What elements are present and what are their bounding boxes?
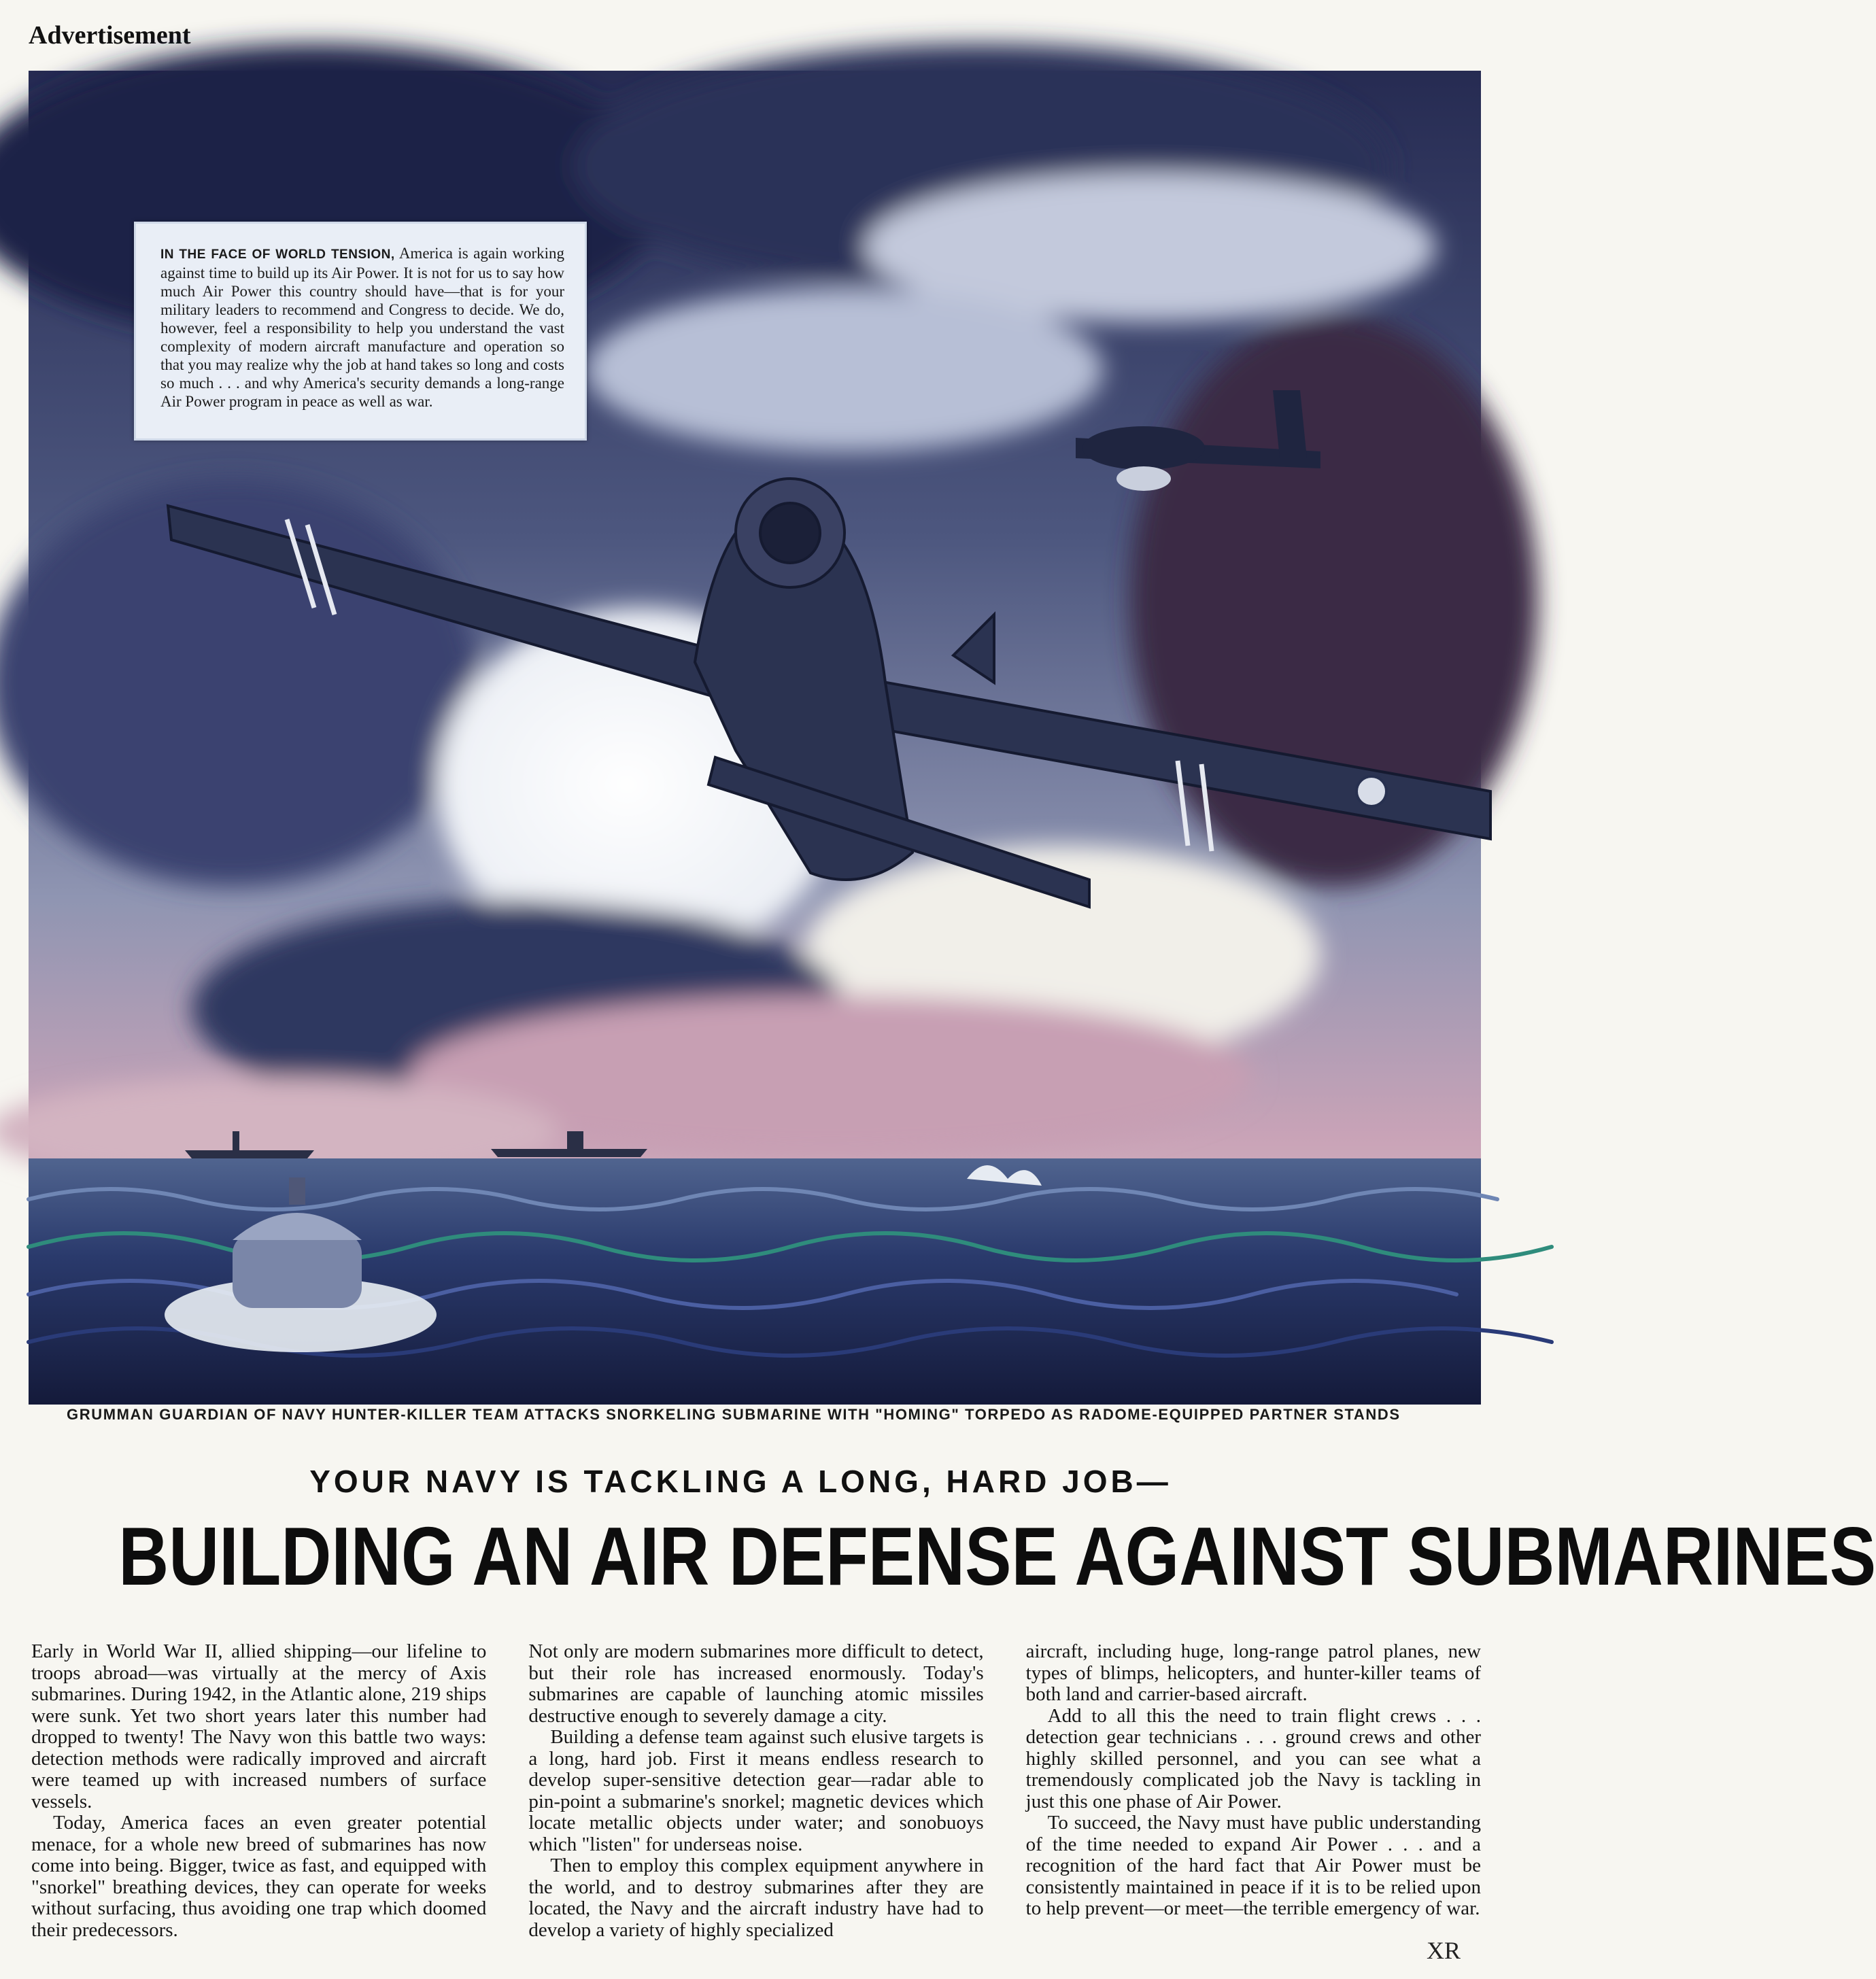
cloud-light — [586, 288, 1103, 451]
article-columns — [31, 1641, 1481, 1954]
paragraph: Add to all this the need to train flight crews . . . detection gear technicians . . . ground crews and other highly skilled personnel, and you can see what a tremendously complicated job the Navy is tackling in just this one phase of Air Power. — [1025, 1704, 1481, 1812]
paragraph: Building a defense team against such elusive targets is a long, hard job. First it means endless research to develop super-sensitive detection gear—radar able to pin-point a submarine's snorkel; magnetic devices which locate metallic objects under water; and sonobuoys which "listen" for underseas noise. — [528, 1726, 984, 1855]
main-headline: BUILDING AN AIR DEFENSE AGAINST SUBMARINES — [118, 1510, 1876, 1602]
paragraph: Early in World War II, allied shipping—our lifeline to troops abroad—was virtually at the mercy of Axis submarines. During 1942, in the Atlantic alone, 219 ships were sunk. Yet two short years later this number had dropped to twenty! The Navy won this battle two ways: detection methods were radically improved and aircraft were teamed up with increased numbers of surface vessels. — [31, 1640, 487, 1812]
info-box-lead: IN THE FACE OF WORLD TENSION, — [160, 247, 395, 262]
paragraph: Then to employ this complex equipment anywhere in the world, and to destroy submarines after they are located, the Navy and the aircraft industry have had to develop a variety of highly specialized — [528, 1855, 984, 1941]
info-box-text: America is again working against time to build up its Air Power. It is not for us to say how much Air Power this country should have—that is for your military leaders to recommend and Congress to decide. We do, however, feel a responsibility to help you understand the vast complexity of modern aircraft manufacture and operation so that you may realize why the job at hand takes so long and costs so much . . . and why America's security demands a long-range Air Power program in peace as well as war. — [160, 245, 564, 410]
distant-ship — [185, 1150, 314, 1158]
illustration-caption: GRUMMAN GUARDIAN OF NAVY HUNTER-KILLER TEAM ATTACKS SNORKELING SUBMARINE WITH "HOMING" TORPEDO AS RADOME-EQUIPPED PARTNER STANDS — [67, 1406, 1401, 1423]
article-column-3 — [1026, 1641, 1481, 1954]
paragraph: Today, America faces an even greater potential menace, for a whole new breed of submarines has now come into being. Bigger, twice as fast, and equipped with "snorkel" breathing devices, they can operate for weeks without surfacing, thus avoiding one trap which doomed their predecessors. — [31, 1812, 487, 1941]
painting-illustration — [29, 71, 1481, 1405]
paragraph: aircraft, including huge, long-range patrol planes, new types of blimps, helicopters, and hunter-killer teams of both land and carrier-based aircraft. — [1025, 1640, 1481, 1705]
paragraph: To succeed, the Navy must have public understanding of the time needed to expand Air Power . . . and a recognition of the hard fact that Air Power must be consistently maintained in peace if it is to be relied upon to help prevent—or meet—the terrible emergency of war. — [1025, 1812, 1481, 1919]
kicker-headline: YOUR NAVY IS TACKLING A LONG, HARD JOB— — [309, 1464, 1172, 1499]
wing-insignia — [1357, 776, 1386, 806]
advertisement-label: Advertisement — [29, 21, 191, 50]
paragraph: Not only are modern submarines more difficult to detect, but their role has increased enormously. Today's submarines are capable of launching atomic missiles destructive enough to severely damage a city. — [528, 1640, 984, 1727]
info-box — [134, 222, 587, 441]
page-folio: XR — [1426, 1937, 1461, 1964]
article-column-1 — [31, 1641, 486, 1954]
distant-ship — [491, 1149, 647, 1157]
article-column-2 — [528, 1641, 983, 1954]
